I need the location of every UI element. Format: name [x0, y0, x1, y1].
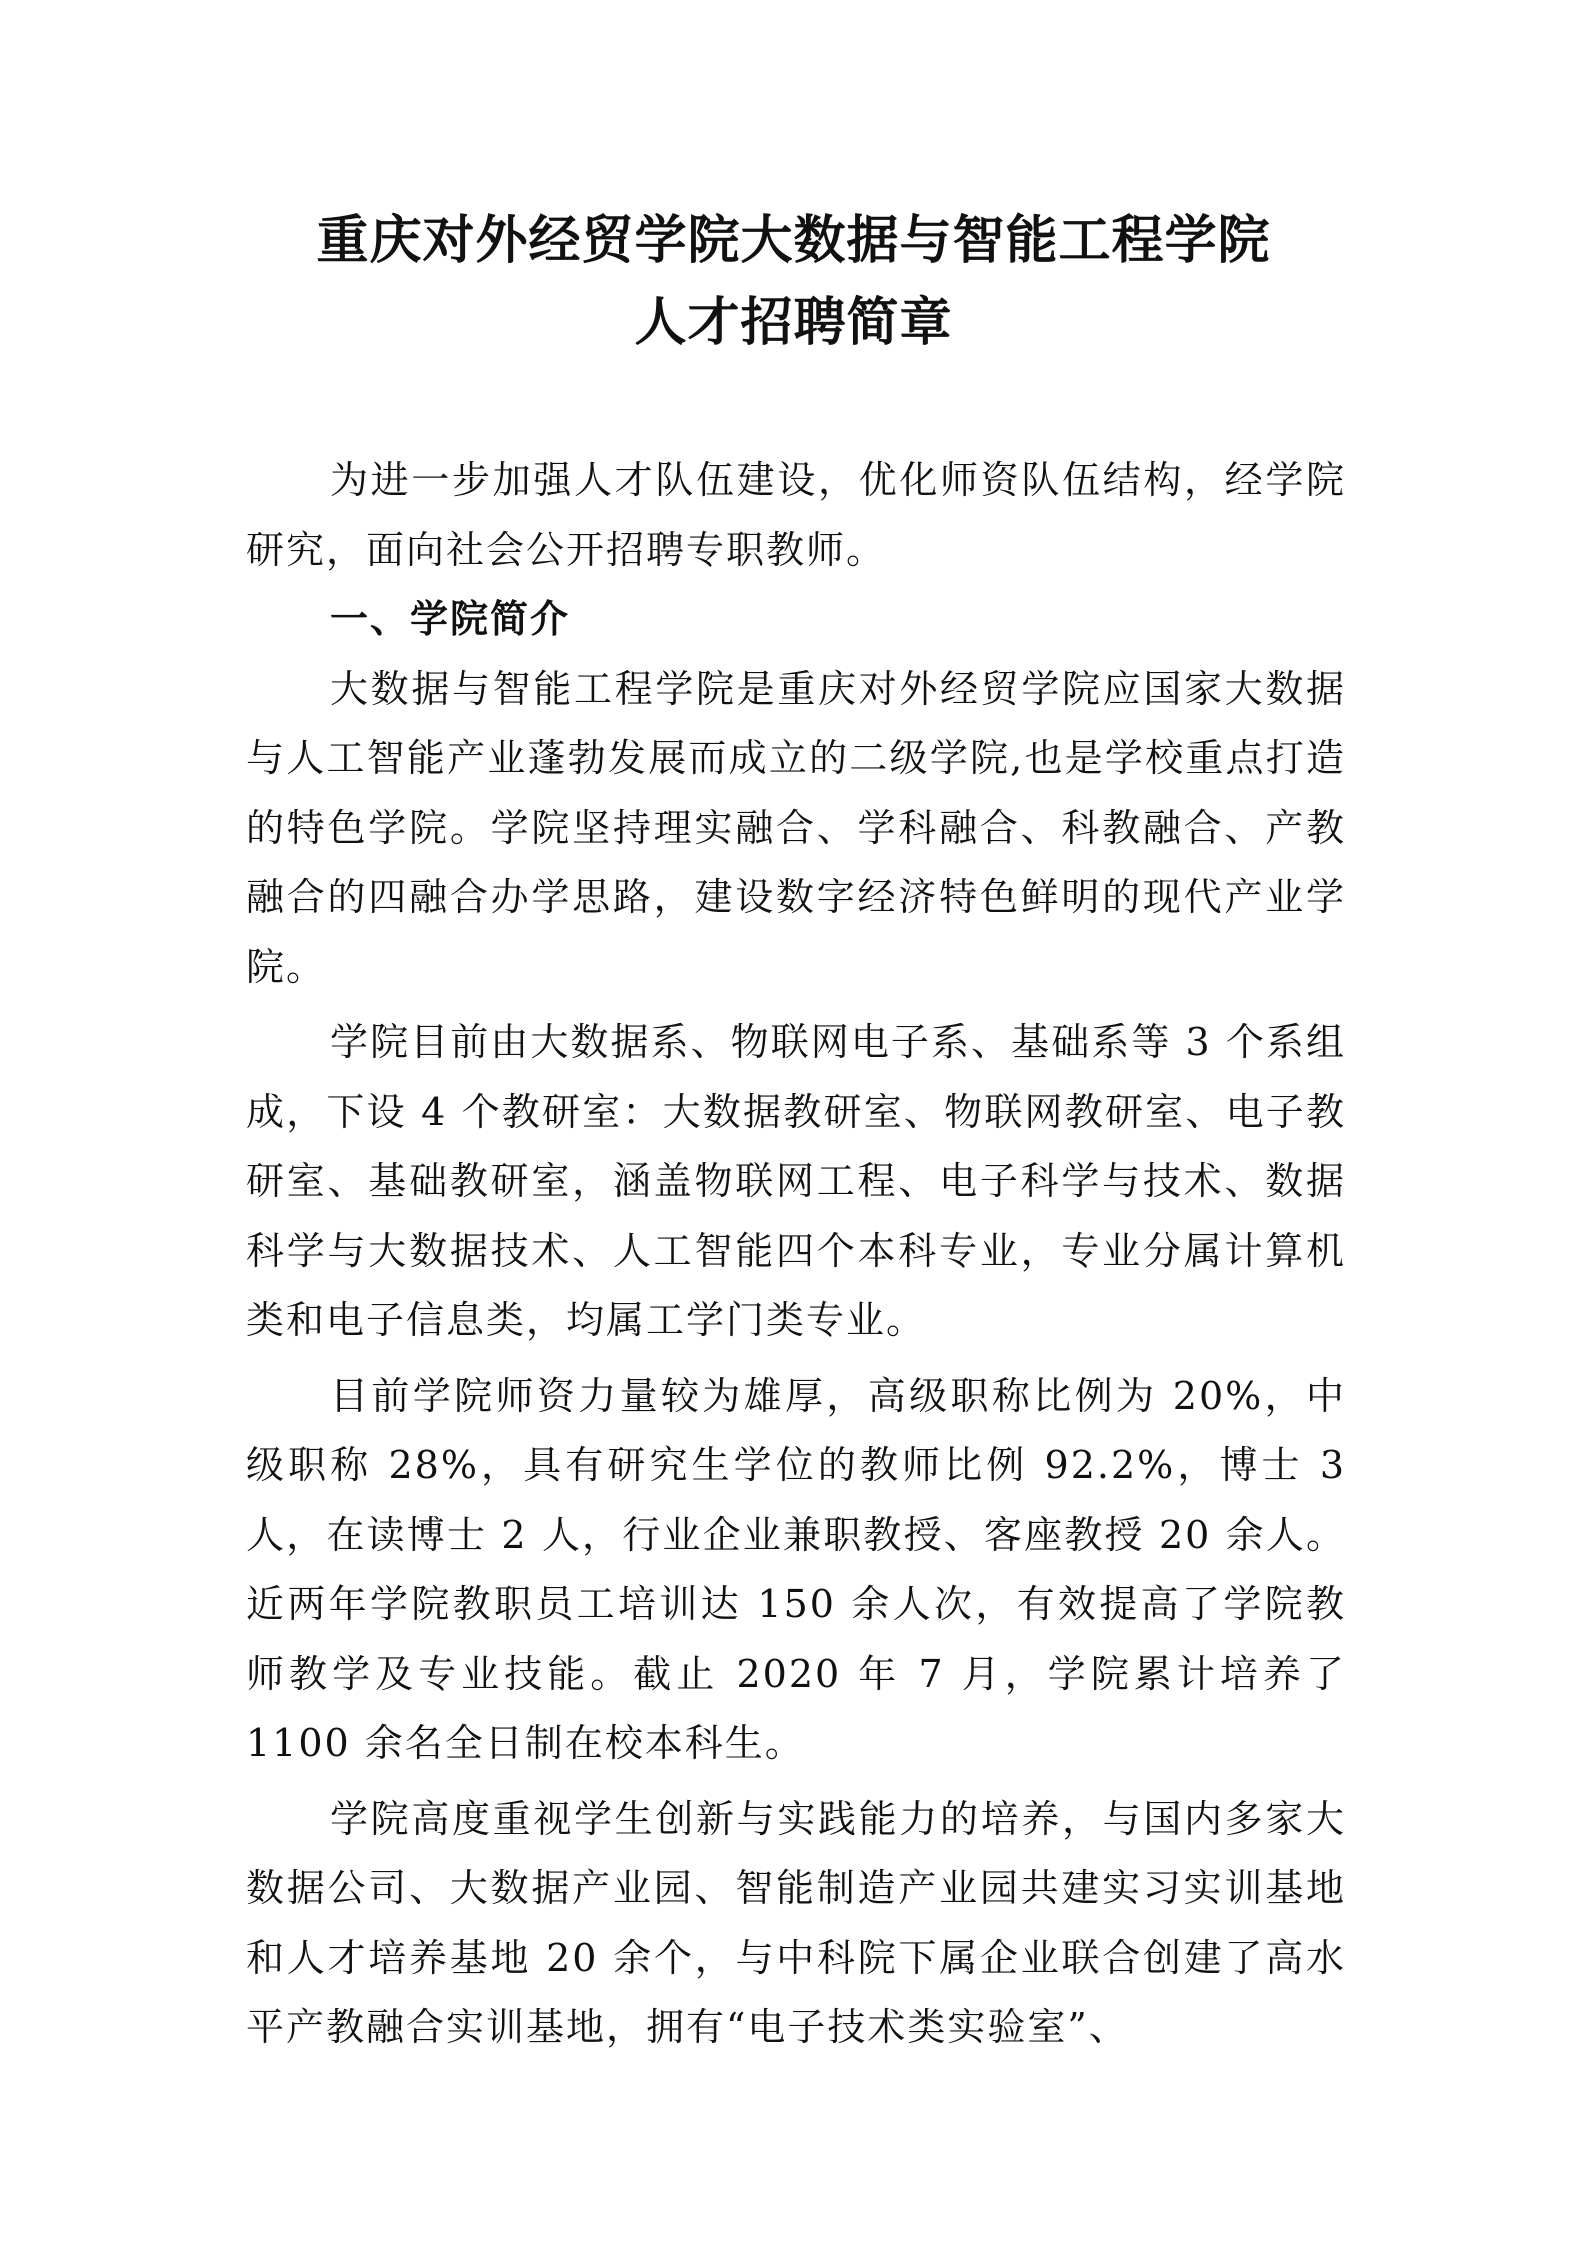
paragraph-faculty: 目前学院师资力量较为雄厚，高级职称比例为 20%，中级职称 28%，具有研究生学位的教师比例 92.2%，博士 3 人，在读博士 2 人，行业企业兼职教授、客座教授 20 余人。近两年学院教职员工培训达 150 余人次，有效提高了学院教师教学及专业技能。截止 2020 年 7 月，学院累计培养了 1100 余名全日制在校本科生。	[246, 1373, 1347, 1765]
title-line-1: 重庆对外经贸学院大数据与智能工程学院	[316, 211, 1271, 271]
paragraph-college-overview: 大数据与智能工程学院是重庆对外经贸学院应国家大数据与人工智能产业蓬勃发展而成立的二级学院,也是学校重点打造的特色学院。学院坚持理实融合、学科融合、科教融合、产教融合的四融合办学思路，建设数字经济特色鲜明的现代产业学院。	[246, 666, 1346, 989]
paragraph-departments: 学院目前由大数据系、物联网电子系、基础系等 3 个系组成，下设 4 个教研室：大数据教研室、物联网教研室、电子教研室、基础教研室，涵盖物联网工程、电子科学与技术、数据科学与大数据技术、人工智能四个本科专业，专业分属计算机类和电子信息类，均属工学门类专业。	[246, 1020, 1346, 1342]
paragraph-practice-bases: 学院高度重视学生创新与实践能力的培养，与国内多家大数据公司、大数据产业园、智能制造产业园共建实习实训基地和人才培养基地 20 余个，与中科院下属企业联合创建了高水平产教融合实训基地，拥有“电子技术类实验室”、	[246, 1796, 1346, 2049]
document-title	[0, 200, 1587, 364]
title-line-2: 人才招聘简章	[634, 293, 953, 353]
intro-paragraph: 为进一步加强人才队伍建设，优化师资队伍结构，经学院研究，面向社会公开招聘专职教师。	[246, 458, 1346, 572]
document-body	[246, 446, 1346, 2063]
section-heading-college-intro: 一、学院简介	[330, 597, 571, 641]
